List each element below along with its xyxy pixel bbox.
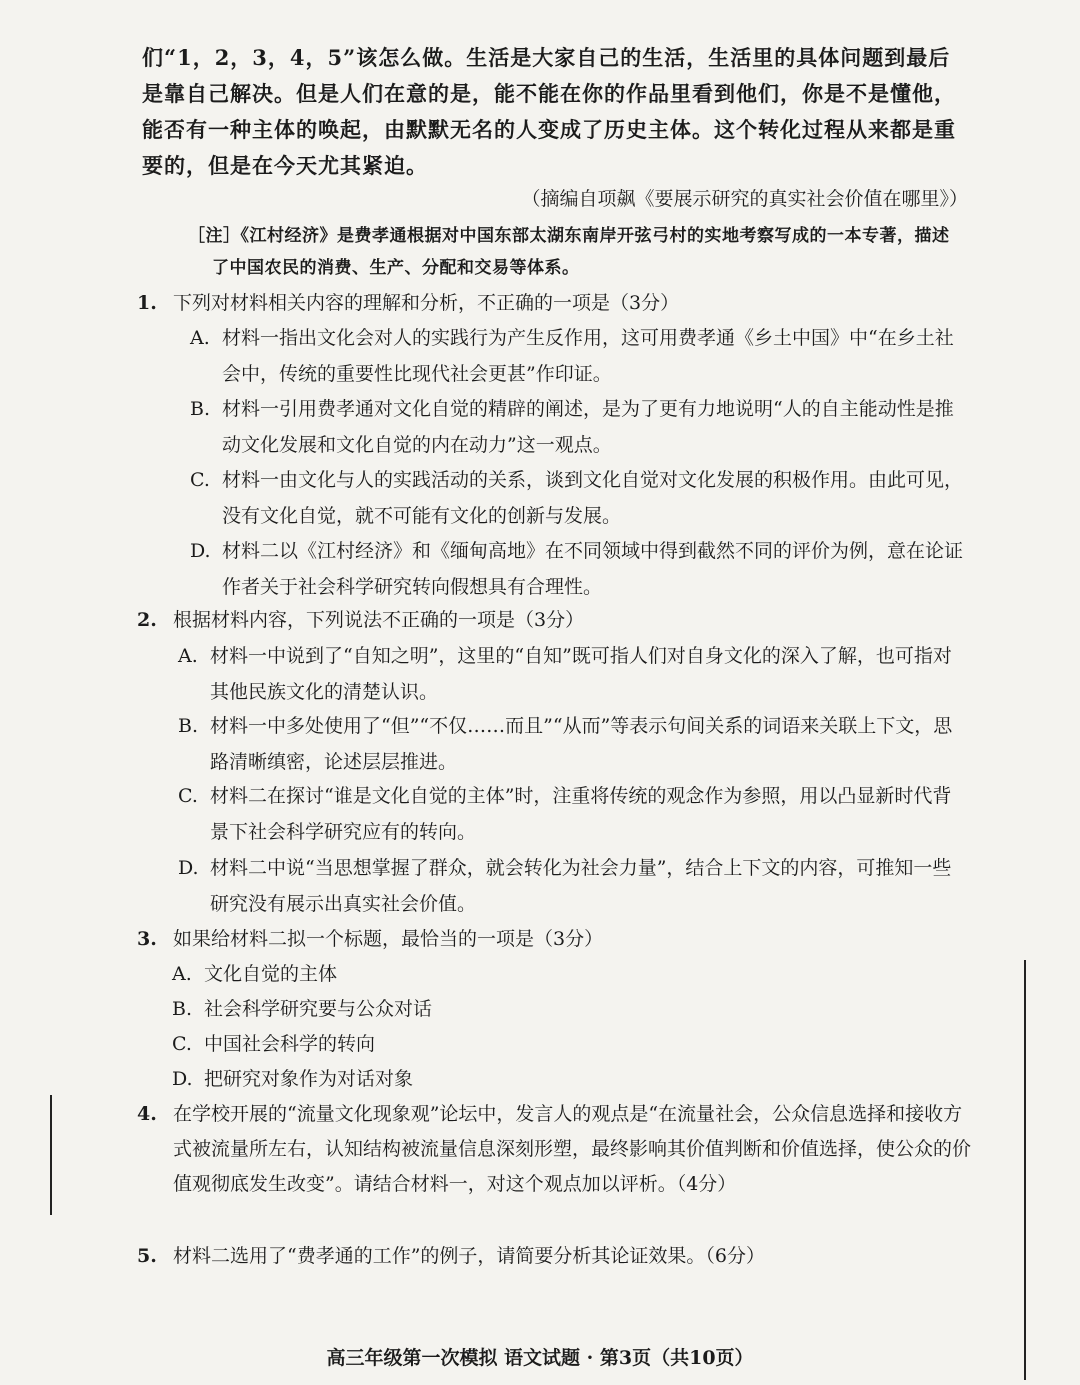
option-text: 社会科学研究要与公众对话 xyxy=(204,998,433,1020)
question-number: 2. xyxy=(137,609,157,631)
question-5 xyxy=(137,1239,972,1274)
question-stem: 根据材料内容，下列说法不正确的一项是（3分） xyxy=(173,609,585,631)
question-2-option-a xyxy=(178,638,958,710)
scan-edge-line-left xyxy=(50,1095,52,1215)
question-3-option-d xyxy=(172,1061,952,1097)
question-stem: 下列对材料相关内容的理解和分析，不正确的一项是（3分） xyxy=(173,292,680,314)
page-footer: 高三年级第一次模拟 语文试题 · 第3页（共10页） xyxy=(326,1347,754,1369)
option-text: 文化自觉的主体 xyxy=(204,963,338,985)
option-letter: B. xyxy=(172,998,193,1020)
passage-paragraph: 们“1，2，3，4，5”该怎么做。生活是大家自己的生活，生活里的具体问题到最后是靠自己解决。但是人们在意的是，能不能在你的作品里看到他们，你是不是懂他，能否有一种主体的唤起，由默默无名的人变成了历史主体。这个转化过程从来都是重要的，但是在今天尤其紧迫。 xyxy=(142,45,956,178)
passage-source: （摘编自项飙《要展示研究的真实社会价值在哪里》） xyxy=(521,188,968,210)
option-letter: B. xyxy=(190,398,211,420)
option-letter: A. xyxy=(190,327,210,349)
option-letter: D. xyxy=(190,540,211,562)
question-number: 1. xyxy=(137,292,157,314)
scan-edge-line-right xyxy=(1024,960,1026,1380)
question-4 xyxy=(137,1097,972,1202)
question-1-option-b xyxy=(190,391,970,463)
option-text: 中国社会科学的转向 xyxy=(204,1033,376,1055)
question-2-option-c xyxy=(178,778,958,850)
question-1-option-d xyxy=(190,533,970,605)
option-letter: A. xyxy=(178,645,198,667)
question-stem: 在学校开展的“流量文化现象观”论坛中，发言人的观点是“在流量社会，公众信息选择和接收方式被流量所左右，认知结构被流量信息深刻形塑，最终影响其价值判断和价值选择，使公众的价值观彻底发生改变”。请结合材料一，对这个观点加以评析。（4分） xyxy=(173,1103,972,1195)
option-text: 材料一引用费孝通对文化自觉的精辟的阐述，是为了更有力地说明“人的自主能动性是推动文化发展和文化自觉的内在动力”这一观点。 xyxy=(222,398,954,456)
option-letter: A. xyxy=(172,963,192,985)
option-letter: C. xyxy=(190,469,210,491)
question-2 xyxy=(137,603,972,638)
option-text: 材料二在探讨“谁是文化自觉的主体”时，注重将传统的观念作为参照，用以凸显新时代背景下社会科学研究应有的转向。 xyxy=(210,785,952,843)
note-line-1: ［注］《江村经济》是费孝通根据对中国东部太湖东南岸开弦弓村的实地考察写成的一本专著，描述 xyxy=(188,226,950,246)
option-text: 材料一中说到了“自知之明”，这里的“自知”既可指人们对自身文化的深入了解，也可指对其他民族文化的清楚认识。 xyxy=(210,645,952,703)
question-stem: 材料二选用了“费孝通的工作”的例子，请简要分析其论证效果。（6分） xyxy=(173,1245,766,1267)
option-letter: C. xyxy=(172,1033,192,1055)
option-letter: B. xyxy=(178,715,199,737)
option-text: 材料二以《江村经济》和《缅甸高地》在不同领域中得到截然不同的评价为例，意在论证作者关于社会科学研究转向假想具有合理性。 xyxy=(222,540,964,598)
option-text: 材料二中说“当思想掌握了群众，就会转化为社会力量”，结合上下文的内容，可推知一些研究没有展示出真实社会价值。 xyxy=(210,857,952,915)
passage-note xyxy=(188,220,968,284)
option-letter: D. xyxy=(172,1068,193,1090)
option-letter: C. xyxy=(178,785,198,807)
option-text: 材料一指出文化会对人的实践行为产生反作用，这可用费孝通《乡土中国》中“在乡土社会中，传统的重要性比现代社会更甚”作印证。 xyxy=(222,327,954,385)
question-1-option-c xyxy=(190,462,970,534)
question-number: 4. xyxy=(137,1103,157,1125)
question-number: 5. xyxy=(137,1245,157,1267)
question-3 xyxy=(137,922,972,957)
question-3-option-a xyxy=(172,956,952,992)
question-stem: 如果给材料二拟一个标题，最恰当的一项是（3分） xyxy=(173,928,604,950)
question-2-option-b xyxy=(178,708,958,780)
option-text: 材料一中多处使用了“但”“不仅……而且”“从而”等表示句间关系的词语来关联上下文，思路清晰缜密，论述层层推进。 xyxy=(210,715,953,773)
option-text: 把研究对象作为对话对象 xyxy=(204,1068,414,1090)
option-text: 材料一由文化与人的实践活动的关系，谈到文化自觉对文化发展的积极作用。由此可见，没有文化自觉，就不可能有文化的创新与发展。 xyxy=(222,469,964,527)
question-number: 3. xyxy=(137,928,157,950)
question-1 xyxy=(137,286,972,321)
question-3-option-b xyxy=(172,991,952,1027)
question-1-option-a xyxy=(190,320,970,392)
question-3-option-c xyxy=(172,1026,952,1062)
question-2-option-d xyxy=(178,850,958,922)
option-letter: D. xyxy=(178,857,199,879)
note-line-2: 了中国农民的消费、生产、分配和交易等体系。 xyxy=(212,258,580,278)
